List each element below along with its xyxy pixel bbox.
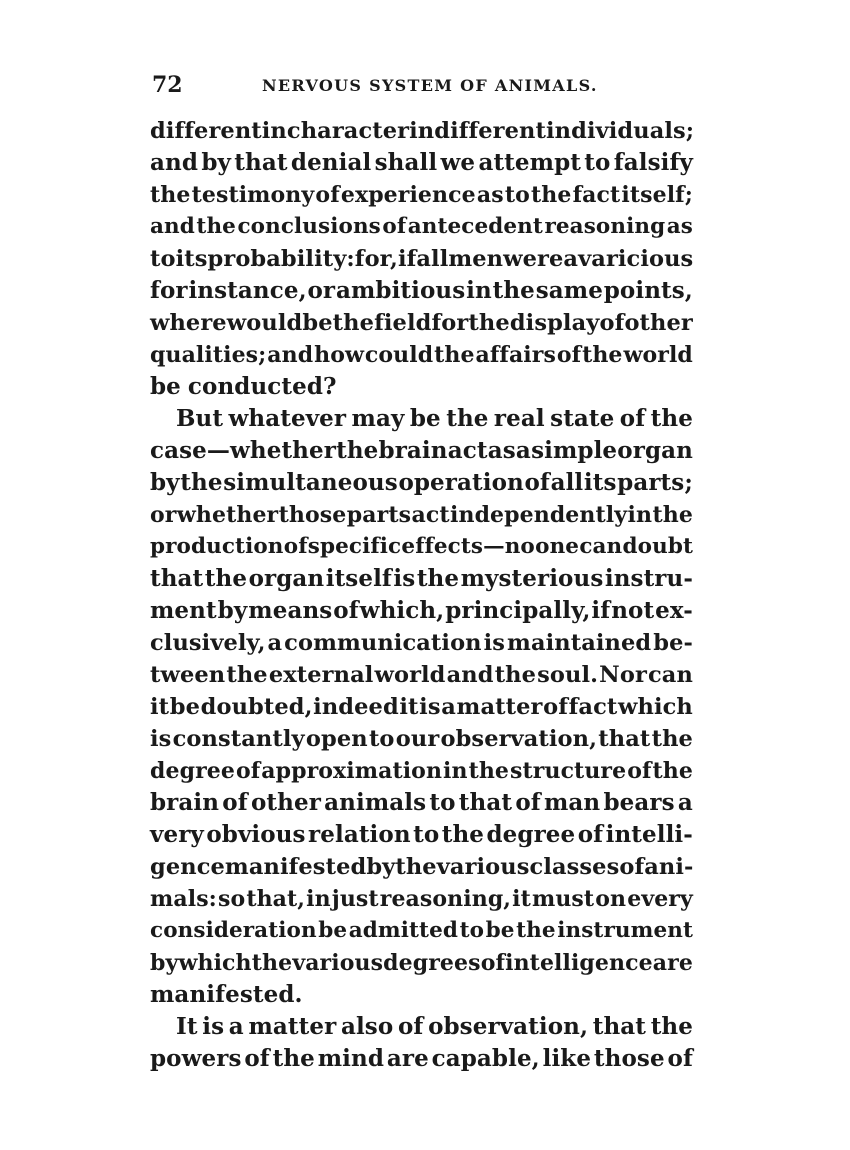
text-line: the testimony of experience as to the fact itself; <box>150 182 693 208</box>
text-line: powers of the mind are capable, like those of <box>150 1045 693 1072</box>
text-line: where would be the field for the display of other <box>150 310 693 336</box>
text-line: or whether those parts act independently in the <box>150 502 693 528</box>
running-head <box>152 72 692 102</box>
text-line: for instance, or ambitious in the same points, <box>150 277 693 304</box>
text-line: it be doubted, indeed it is a matter of fact which <box>150 694 693 720</box>
text-line: brain of other animals to that of man bears a <box>150 789 693 816</box>
text-line: by which the various degrees of intelligence are <box>150 950 693 976</box>
text-line: mals: so that, in just reasoning, it must on every <box>150 886 693 912</box>
text-line: is constantly open to our observation, that the <box>150 726 693 752</box>
text-line: qualities; and how could the affairs of the world <box>150 342 693 368</box>
text-line: tween the external world and the soul. Nor can <box>150 662 693 688</box>
text-line: that the organ itself is the mysterious instru- <box>150 565 693 592</box>
text-line: ment by means of which, principally, if not ex- <box>150 597 693 624</box>
text-line: case—whether the brain act as a simple organ <box>150 437 693 464</box>
text-line: to its probability: for, if all men were avaricious <box>150 246 694 272</box>
text-line: clusively, a communication is maintained be- <box>150 630 693 656</box>
text-line: consideration be admitted to be the instrument <box>150 918 693 943</box>
text-line: degree of approximation in the structure of the <box>150 758 693 784</box>
running-title: NERVOUS SYSTEM OF ANIMALS. <box>262 76 598 95</box>
text-line-paragraph-start: But whatever may be the real state of the <box>176 405 693 432</box>
body-text <box>150 115 693 1075</box>
text-line: and by that denial shall we attempt to falsify <box>150 149 693 176</box>
text-line: by the simultaneous operation of all its parts; <box>150 469 693 496</box>
text-line: different in character in different individuals; <box>150 118 695 144</box>
text-line-paragraph-end: manifested. <box>150 981 303 1008</box>
text-line: very obvious relation to the degree of intelli- <box>150 821 693 848</box>
text-line-paragraph-end: be conducted? <box>150 373 337 400</box>
text-line: and the conclusions of antecedent reasoning as <box>150 214 693 239</box>
text-line: gence manifested by the various classes of ani- <box>150 854 694 880</box>
text-line-paragraph-start: It is a matter also of observation, that the <box>176 1013 693 1040</box>
text-line: production of specific effects—no one can doubt <box>150 534 693 559</box>
page-number: 72 <box>152 72 183 98</box>
